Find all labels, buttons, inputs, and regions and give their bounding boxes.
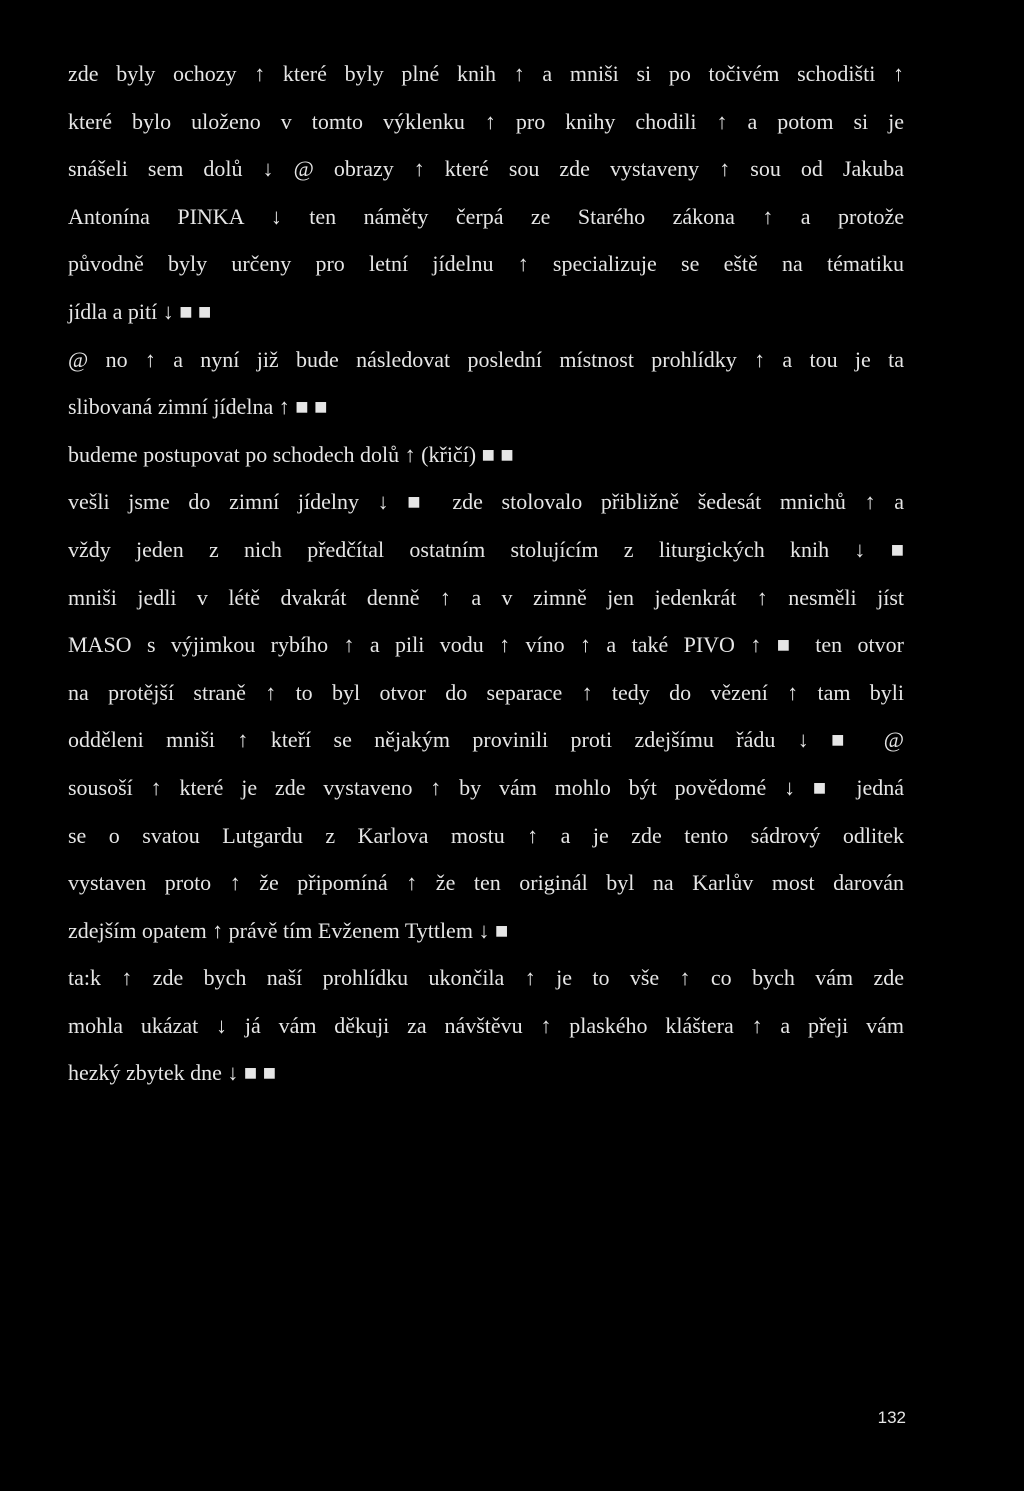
text-line-11: vždy jeden z nich předčítal ostatním stolujícím z liturgických knih ↓ ■ (68, 536, 904, 562)
text-line-1: zde byly ochozy ↑ které byly plné knih ↑ a mniši si po točivém schodišti ↑ (68, 61, 904, 86)
text-line-14: na protější straně ↑ to byl otvor do separace ↑ tedy do vězení ↑ tam byli (68, 679, 904, 705)
text-line-6: jídla a pití ↓ ■ ■ (68, 298, 212, 324)
text-line-12: mniši jedli v létě dvakrát denně ↑ a v zimně jen jedenkrát ↑ nesměli jíst (68, 584, 904, 610)
text-line-13: MASO s výjimkou rybího ↑ a pili vodu ↑ víno ↑ a také PIVO ↑ ■ ten otvor (68, 632, 904, 658)
text-line-2: které bylo uloženo v tomto výklenku ↑ pro knihy chodili ↑ a potom si je (68, 108, 904, 134)
text-line-10: vešli jsme do zimní jídelny ↓ ■ zde stolovalo přibližně šedesát mnichů ↑ a (68, 489, 904, 515)
text-line-4: Antonína PINKA ↓ ten náměty čerpá ze Starého zákona ↑ a protože (68, 203, 904, 229)
text-line-8: slibovaná zimní jídelna ↑ ■ ■ (68, 394, 328, 420)
text-line-22: hezký zbytek dne ↓ ■ ■ (68, 1060, 277, 1086)
text-line-3: snášeli sem dolů ↓ @ obrazy ↑ které sou zde vystaveny ↑ sou od Jakuba (68, 156, 904, 182)
text-line-19: zdejším opatem ↑ právě tím Evženem Tyttlem ↓ ■ (68, 917, 509, 943)
text-line-7: @ no ↑ a nyní již bude následovat poslední místnost prohlídky ↑ a tou je ta (68, 346, 904, 372)
text-line-21: mohla ukázat ↓ já vám děkuji za návštěvu ↑ plaského kláštera ↑ a přeji vám (68, 1012, 904, 1038)
page-number: 132 (877, 1408, 906, 1427)
transcript-text (68, 50, 904, 1097)
text-line-5: původně byly určeny pro letní jídelnu ↑ specializuje se eště na tématiku (68, 251, 904, 277)
text-line-15: odděleni mniši ↑ kteří se nějakým provinili proti zdejšímu řádu ↓ ■ @ (68, 727, 904, 753)
text-line-17: se o svatou Lutgardu z Karlova mostu ↑ a je zde tento sádrový odlitek (68, 822, 904, 848)
text-line-20: ta:k ↑ zde bych naší prohlídku ukončila ↑ je to vše ↑ co bych vám zde (68, 965, 904, 991)
text-line-16: sousoší ↑ které je zde vystaveno ↑ by vám mohlo být povědomé ↓ ■ jedná (68, 774, 904, 800)
text-line-9: budeme postupovat po schodech dolů ↑ (křičí) ■ ■ (68, 441, 514, 467)
text-line-18: vystaven proto ↑ že připomíná ↑ že ten originál byl na Karlův most darován (68, 870, 904, 896)
